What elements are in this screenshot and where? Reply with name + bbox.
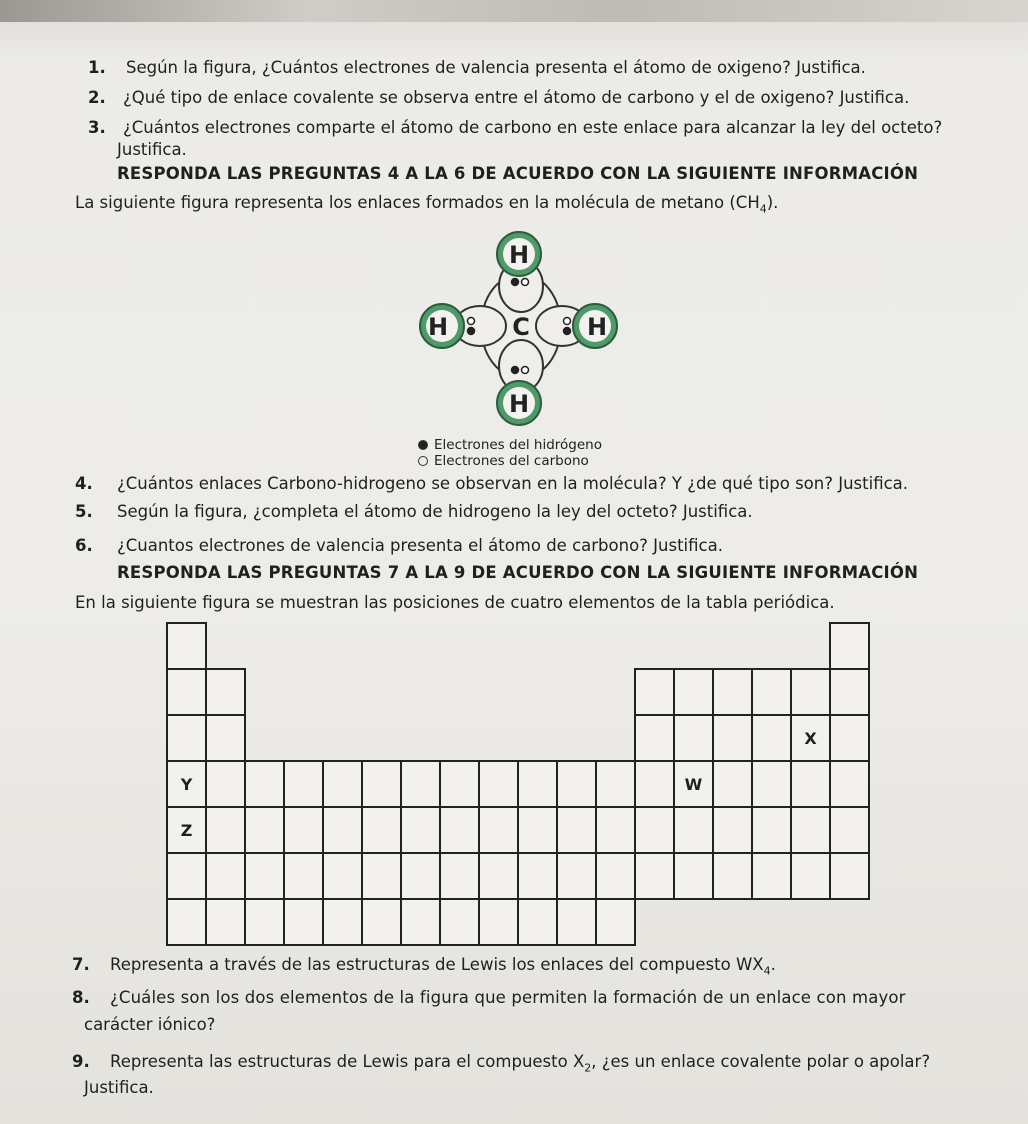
legend-hydrogen-label: Electrones del hidrógeno — [434, 437, 602, 453]
atom-label-center: C — [512, 313, 530, 341]
table-cell — [829, 714, 870, 762]
methane-formula-sub: 4 — [759, 202, 767, 216]
table-cell — [244, 898, 285, 946]
table-cell — [751, 806, 792, 854]
element-cell-y: Y — [166, 760, 207, 808]
table-cell — [595, 898, 636, 946]
table-cell — [556, 852, 597, 900]
table-cell — [634, 668, 675, 716]
table-cell — [829, 622, 870, 670]
electron-carbon — [522, 279, 529, 286]
question-5-text: Según la figura, ¿completa el átomo de hidrogeno la ley del octeto? Justifica. — [117, 502, 753, 521]
table-cell — [439, 760, 480, 808]
question-7-number: 7. — [72, 955, 90, 974]
table-cell — [790, 806, 831, 854]
table-cell — [439, 898, 480, 946]
table-cell — [712, 760, 753, 808]
section-1-heading: RESPONDA LAS PREGUNTAS 4 A LA 6 DE ACUERDO CON LA SIGUIENTE INFORMACIÓN — [117, 164, 919, 183]
table-cell — [712, 806, 753, 854]
table-cell — [322, 806, 363, 854]
atom-label-right: H — [586, 313, 608, 341]
question-9-sub: 2 — [584, 1061, 592, 1075]
methane-diagram — [392, 226, 652, 436]
table-cell — [244, 760, 285, 808]
table-cell — [400, 898, 441, 946]
table-cell — [595, 852, 636, 900]
question-7-text — [110, 955, 776, 981]
question-6-number: 6. — [75, 536, 93, 555]
table-cell — [829, 760, 870, 808]
question-9-text — [110, 1052, 930, 1078]
table-cell — [322, 760, 363, 808]
table-cell — [712, 852, 753, 900]
question-9-number: 9. — [72, 1052, 90, 1071]
table-cell — [244, 852, 285, 900]
electron-hydrogen — [468, 328, 475, 335]
table-cell — [283, 898, 324, 946]
question-7-end: . — [770, 955, 776, 974]
electron-hydrogen — [512, 367, 519, 374]
table-cell — [673, 806, 714, 854]
table-cell — [751, 714, 792, 762]
electron-hydrogen — [564, 328, 571, 335]
table-cell — [205, 668, 246, 716]
question-4-number: 4. — [75, 474, 93, 493]
table-cell — [790, 852, 831, 900]
table-cell — [205, 760, 246, 808]
table-cell — [790, 760, 831, 808]
table-cell — [478, 760, 519, 808]
question-6-text: ¿Cuantos electrones de valencia presenta el átomo de carbono? Justifica. — [117, 536, 723, 555]
table-cell — [205, 898, 246, 946]
table-cell — [244, 806, 285, 854]
table-cell — [166, 898, 207, 946]
question-3-text: ¿Cuántos electrones comparte el átomo de carbono en este enlace para alcanzar la ley del octeto? — [123, 118, 943, 137]
section-1-intro-text: La siguiente figura representa los enlaces formados en la molécula de metano — [75, 193, 725, 212]
table-cell — [556, 806, 597, 854]
element-cell-z: Z — [166, 806, 207, 854]
table-cell — [517, 806, 558, 854]
table-cell — [283, 852, 324, 900]
legend-hydrogen — [418, 437, 602, 453]
question-3-number: 3. — [88, 118, 106, 137]
table-cell — [478, 806, 519, 854]
atom-label-left: H — [427, 313, 449, 341]
question-1-text: Según la figura, ¿Cuántos electrones de valencia presenta el átomo de oxigeno? Justifica. — [126, 58, 866, 77]
table-cell — [712, 714, 753, 762]
table-cell — [829, 852, 870, 900]
table-cell — [205, 714, 246, 762]
table-cell — [361, 852, 402, 900]
table-cell — [595, 806, 636, 854]
table-cell — [712, 668, 753, 716]
question-2-number: 2. — [88, 88, 106, 107]
table-cell — [556, 760, 597, 808]
question-8-number: 8. — [72, 988, 90, 1007]
question-8-text-line1: ¿Cuáles son los dos elementos de la figura que permiten la formación de un enlace con mayor — [110, 988, 906, 1007]
table-cell — [829, 668, 870, 716]
open-dot-icon — [418, 456, 428, 466]
table-cell — [478, 852, 519, 900]
table-cell — [556, 898, 597, 946]
table-cell — [673, 668, 714, 716]
table-cell — [166, 714, 207, 762]
table-cell — [283, 760, 324, 808]
electron-carbon — [522, 367, 529, 374]
top-shadow-strip — [0, 0, 1028, 22]
legend-carbon-label: Electrones del carbono — [434, 453, 589, 469]
question-9-text-a: Representa las estructuras de Lewis para el compuesto X — [110, 1052, 585, 1071]
question-8-text-line2: carácter iónico? — [84, 1015, 216, 1034]
table-cell — [361, 760, 402, 808]
table-cell — [400, 806, 441, 854]
methane-formula-open: (CH — [729, 193, 760, 212]
atom-label-top: H — [508, 241, 530, 269]
filled-dot-icon — [418, 440, 428, 450]
table-cell — [595, 760, 636, 808]
table-cell — [634, 852, 675, 900]
table-cell — [322, 898, 363, 946]
table-cell — [517, 898, 558, 946]
question-9-text-line2: Justifica. — [84, 1078, 154, 1097]
table-cell — [829, 806, 870, 854]
table-cell — [634, 714, 675, 762]
table-cell — [166, 852, 207, 900]
element-cell-w: W — [673, 760, 714, 808]
question-3-text-line2: Justifica. — [117, 140, 187, 159]
table-cell — [205, 852, 246, 900]
question-9-text-b: , ¿es un enlace covalente polar o apolar? — [591, 1052, 931, 1071]
table-cell — [634, 806, 675, 854]
table-cell — [439, 806, 480, 854]
question-5-number: 5. — [75, 502, 93, 521]
table-cell — [751, 852, 792, 900]
table-cell — [517, 760, 558, 808]
element-cell-x: X — [790, 714, 831, 762]
question-7-sub: 4 — [763, 964, 771, 978]
table-cell — [751, 760, 792, 808]
question-4-text: ¿Cuántos enlaces Carbono-hidrogeno se observan en la molécula? Y ¿de qué tipo son? Justifica. — [117, 474, 909, 493]
table-cell — [439, 852, 480, 900]
table-cell — [322, 852, 363, 900]
table-cell — [478, 898, 519, 946]
table-cell — [205, 806, 246, 854]
section-2-intro: En la siguiente figura se muestran las posiciones de cuatro elementos de la tabla periódica. — [75, 593, 835, 612]
electron-carbon — [564, 318, 571, 325]
table-cell — [517, 852, 558, 900]
electron-hydrogen — [512, 279, 519, 286]
question-2-text: ¿Qué tipo de enlace covalente se observa entre el átomo de carbono y el de oxigeno? Justifica. — [123, 88, 910, 107]
table-cell — [361, 806, 402, 854]
atom-label-bottom: H — [508, 390, 530, 418]
table-cell — [400, 760, 441, 808]
section-1-intro — [75, 193, 778, 219]
table-cell — [634, 760, 675, 808]
legend-carbon — [418, 453, 589, 469]
table-cell — [166, 622, 207, 670]
table-cell — [673, 714, 714, 762]
table-cell — [673, 852, 714, 900]
methane-formula-close: ). — [766, 193, 779, 212]
question-1-number: 1. — [88, 58, 106, 77]
table-cell — [361, 898, 402, 946]
table-cell — [751, 668, 792, 716]
table-cell — [790, 668, 831, 716]
table-cell — [400, 852, 441, 900]
question-7-text-main: Representa a través de las estructuras de Lewis los enlaces del compuesto WX — [110, 955, 764, 974]
table-cell — [166, 668, 207, 716]
table-cell — [283, 806, 324, 854]
electron-carbon — [468, 318, 475, 325]
section-2-heading: RESPONDA LAS PREGUNTAS 7 A LA 9 DE ACUERDO CON LA SIGUIENTE INFORMACIÓN — [117, 563, 919, 582]
